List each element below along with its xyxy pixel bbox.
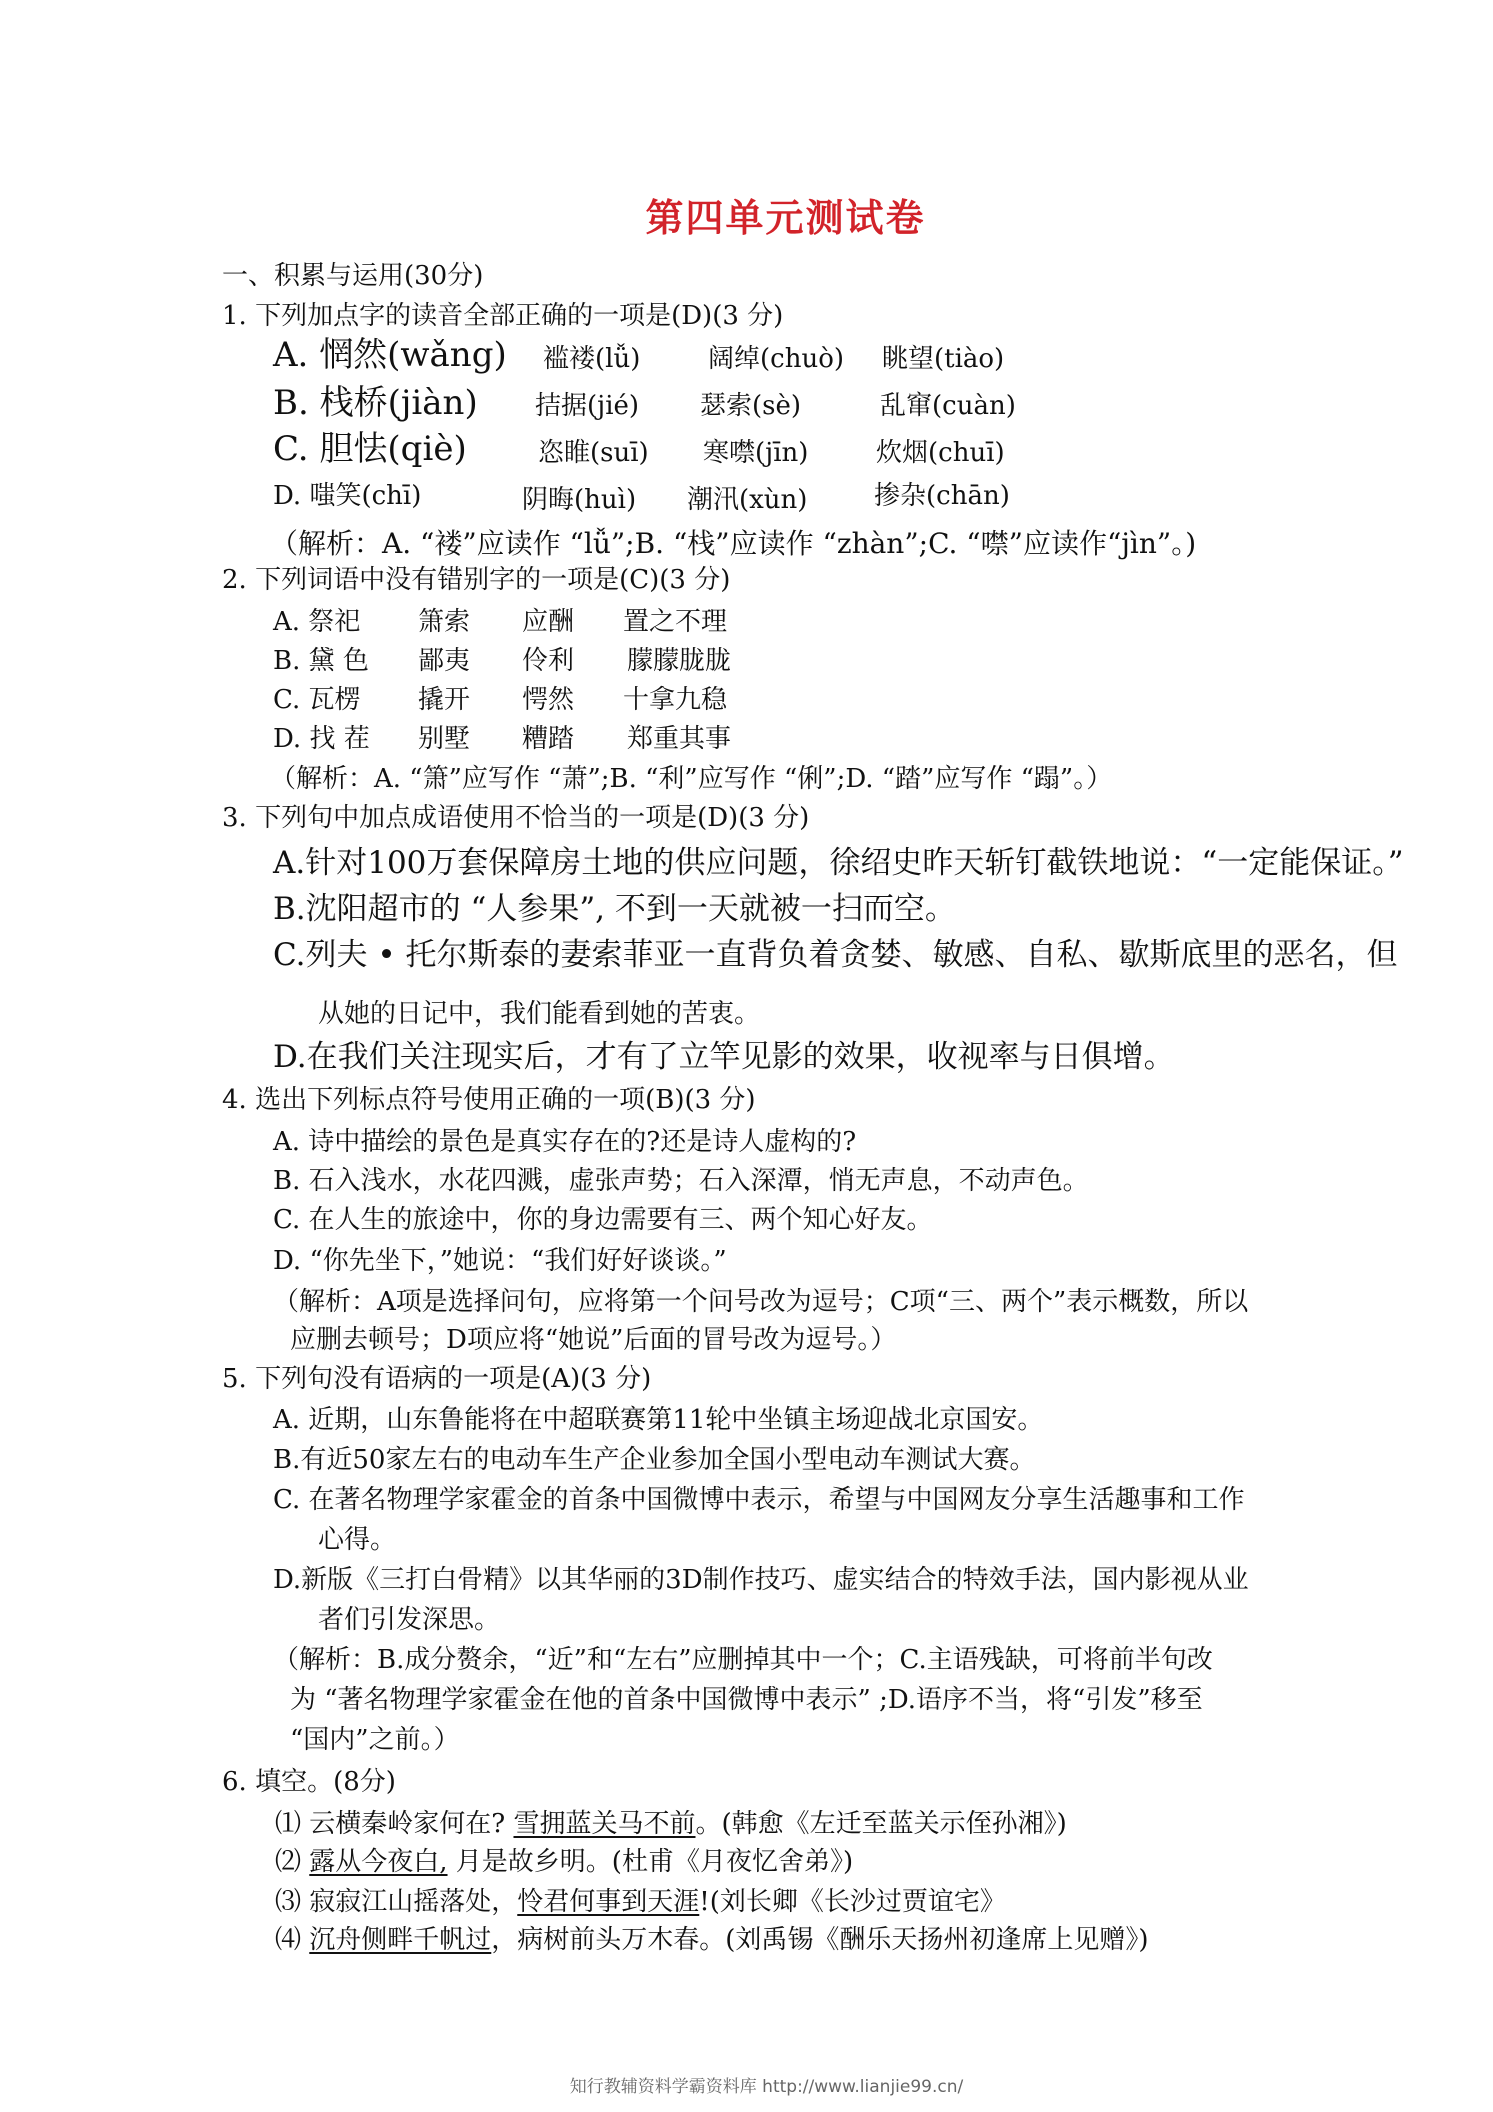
q6-line-2 bbox=[275, 1848, 853, 1878]
q5-option-d-line2: 者们引发深思。 bbox=[318, 1605, 501, 1635]
q3-option-c-line2: 从她的日记中，我们能看到她的苦衷。 bbox=[318, 999, 761, 1029]
q5-analysis-line1: （解析：B.成分赘余，“近”和“左右”应删掉其中一个；C.主语残缺，可将前半句改 bbox=[273, 1645, 1213, 1675]
q1-option-a-4: 眺望(tiào) bbox=[882, 344, 1005, 374]
q6-line-1-answer: 雪拥蓝关马不前 bbox=[513, 1809, 696, 1839]
question-5-stem: 5. 下列句没有语病的一项是(A)(3 分) bbox=[222, 1364, 652, 1394]
q1-analysis: （解析：A. “褛”应读作 “lǚ”;B. “栈”应读作 “zhàn”;C. “噤”应读作“jìn”。) bbox=[270, 527, 1197, 560]
q1-option-b-3: 瑟索(sè) bbox=[700, 391, 802, 421]
q2-option-c-2: 撬开 bbox=[418, 685, 471, 715]
q1-option-b-1: B. 栈桥(jiàn) bbox=[273, 383, 478, 423]
q4-analysis-line1: （解析：A项是选择问句，应将第一个问号改为逗号；C项“三、两个”表示概数，所以 bbox=[273, 1287, 1249, 1317]
q2-option-d-4: 郑重其事 bbox=[627, 724, 732, 754]
q1-option-c-1: C. 胆怯(qiè) bbox=[273, 429, 467, 469]
q2-option-c-4: 十拿九稳 bbox=[623, 685, 728, 715]
q6-line-4-pre: ⑷ bbox=[275, 1925, 310, 1955]
q2-option-d-3: 糟踏 bbox=[522, 724, 575, 754]
q2-analysis: （解析：A. “箫”应写作 “萧”;B. “利”应写作 “俐”;D. “踏”应写作 “蹋”。） bbox=[270, 764, 1113, 794]
question-4-stem: 4. 选出下列标点符号使用正确的一项(B)(3 分) bbox=[222, 1085, 756, 1115]
q5-option-a: A. 近期，山东鲁能将在中超联赛第11轮中坐镇主场迎战北京国安。 bbox=[273, 1405, 1044, 1435]
q3-option-a: A.针对100万套保障房土地的供应问题，徐绍史昨天斩钉截铁地说：“一定能保证。” bbox=[273, 845, 1404, 881]
q2-option-b-3: 伶利 bbox=[522, 646, 575, 676]
q5-analysis-line3: “国内”之前。） bbox=[290, 1725, 460, 1755]
question-3-stem: 3. 下列句中加点成语使用不恰当的一项是(D)(3 分) bbox=[222, 803, 810, 833]
q2-option-b-4: 朦朦胧胧 bbox=[627, 646, 732, 676]
q1-option-d-1: D. 嗤笑(chī) bbox=[273, 481, 422, 511]
q2-option-a-2: 箫索 bbox=[418, 607, 471, 637]
q1-option-b-2: 拮据(jié) bbox=[535, 391, 640, 421]
q4-option-d: D. “你先坐下，”她说：“我们好好谈谈。” bbox=[273, 1246, 727, 1276]
q6-line-3-answer: 怜君何事到天涯 bbox=[517, 1887, 700, 1917]
q6-line-1-pre: ⑴ 云横秦岭家何在? bbox=[275, 1809, 514, 1839]
q2-option-b-2: 鄙夷 bbox=[418, 646, 471, 676]
q6-line-2-answer: 露从今夜白, bbox=[309, 1847, 448, 1877]
q2-option-d-1: D. 找 茬 bbox=[273, 724, 370, 754]
q1-option-a-3: 阔绰(chuò) bbox=[708, 344, 844, 374]
q6-line-2-post: 月是故乡明。(杜甫《月夜忆舍弟》) bbox=[447, 1847, 854, 1877]
q3-option-d: D.在我们关注现实后，才有了立竿见影的效果，收视率与日俱增。 bbox=[273, 1039, 1175, 1075]
q6-line-1-post: 。(韩愈《左迁至蓝关示侄孙湘》) bbox=[695, 1809, 1067, 1839]
q2-option-b-1: B. 黛 色 bbox=[273, 646, 369, 676]
page-footer: 知行教辅资料学霸资料库 http://www.lianjie99.cn/ bbox=[569, 2077, 964, 2097]
q6-line-2-pre: ⑵ bbox=[275, 1847, 310, 1877]
q6-line-4-answer: 沉舟侧畔千帆过 bbox=[309, 1925, 492, 1955]
q6-line-3 bbox=[275, 1888, 1006, 1918]
q1-option-a-2: 褴褛(lǚ) bbox=[543, 344, 641, 374]
q6-line-4-post: ，病树前头万木春。(刘禹锡《酬乐天扬州初逢席上见赠》) bbox=[491, 1925, 1149, 1955]
q5-option-c-line1: C. 在著名物理学家霍金的首条中国微博中表示，希望与中国网友分享生活趣事和工作 bbox=[273, 1485, 1245, 1515]
q4-option-a: A. 诗中描绘的景色是真实存在的?还是诗人虚构的? bbox=[273, 1127, 857, 1157]
q5-option-b: B.有近50家左右的电动车生产企业参加全国小型电动车测试大赛。 bbox=[273, 1445, 1036, 1475]
section-heading: 一、积累与运用(30分) bbox=[222, 261, 484, 291]
q3-option-c-line1: C.列夫 • 托尔斯泰的妻索菲亚一直背负着贪婪、敏感、自私、歇斯底里的恶名，但 bbox=[273, 937, 1398, 973]
q2-option-d-2: 别墅 bbox=[418, 724, 471, 754]
question-6-stem: 6. 填空。(8分) bbox=[222, 1767, 396, 1797]
q5-option-d-line1: D.新版《三打白骨精》以其华丽的3D制作技巧、虚实结合的特效手法，国内影视从业 bbox=[273, 1565, 1249, 1595]
q1-option-a-1: A. 惘然(wǎng) bbox=[273, 335, 507, 375]
q6-line-3-post: !(刘长卿《长沙过贾谊宅》 bbox=[699, 1887, 1006, 1917]
q1-option-d-3: 潮汛(xùn) bbox=[687, 485, 808, 515]
q2-option-a-3: 应酬 bbox=[522, 607, 575, 637]
q1-option-b-4: 乱窜(cuàn) bbox=[880, 391, 1016, 421]
q4-option-b: B. 石入浅水，水花四溅，虚张声势；石入深潭，悄无声息，不动声色。 bbox=[273, 1166, 1089, 1196]
q6-line-1 bbox=[275, 1810, 1067, 1840]
q2-option-a-1: A. 祭祀 bbox=[273, 607, 361, 637]
q4-option-c: C. 在人生的旅途中，你的身边需要有三、两个知心好友。 bbox=[273, 1205, 933, 1235]
q1-option-d-4: 掺杂(chān) bbox=[874, 481, 1010, 511]
q2-option-a-4: 置之不理 bbox=[623, 607, 728, 637]
q2-option-c-1: C. 瓦楞 bbox=[273, 685, 361, 715]
q1-option-c-3: 寒噤(jīn) bbox=[703, 438, 809, 468]
q2-option-c-3: 愕然 bbox=[522, 685, 575, 715]
question-1-stem: 1. 下列加点字的读音全部正确的一项是(D)(3 分) bbox=[222, 301, 784, 331]
q6-line-4 bbox=[275, 1926, 1149, 1956]
q5-option-c-line2: 心得。 bbox=[318, 1525, 397, 1555]
page-title: 第四单元测试卷 bbox=[645, 195, 926, 240]
q3-option-b: B.沈阳超市的 “人参果”, 不到一天就被一扫而空。 bbox=[273, 891, 956, 927]
q1-option-d-2: 阴晦(huì) bbox=[522, 485, 637, 515]
q6-line-3-pre: ⑶ 寂寂江山摇落处， bbox=[275, 1887, 518, 1917]
question-2-stem: 2. 下列词语中没有错别字的一项是(C)(3 分) bbox=[222, 565, 731, 595]
q1-option-c-4: 炊烟(chuī) bbox=[876, 438, 1005, 468]
q5-analysis-line2: 为 “著名物理学家霍金在他的首条中国微博中表示” ;D.语序不当，将“引发”移至 bbox=[290, 1685, 1203, 1715]
q1-option-c-2: 恣睢(suī) bbox=[538, 438, 649, 468]
q4-analysis-line2: 应删去顿号；D项应将“她说”后面的冒号改为逗号。） bbox=[290, 1325, 897, 1355]
